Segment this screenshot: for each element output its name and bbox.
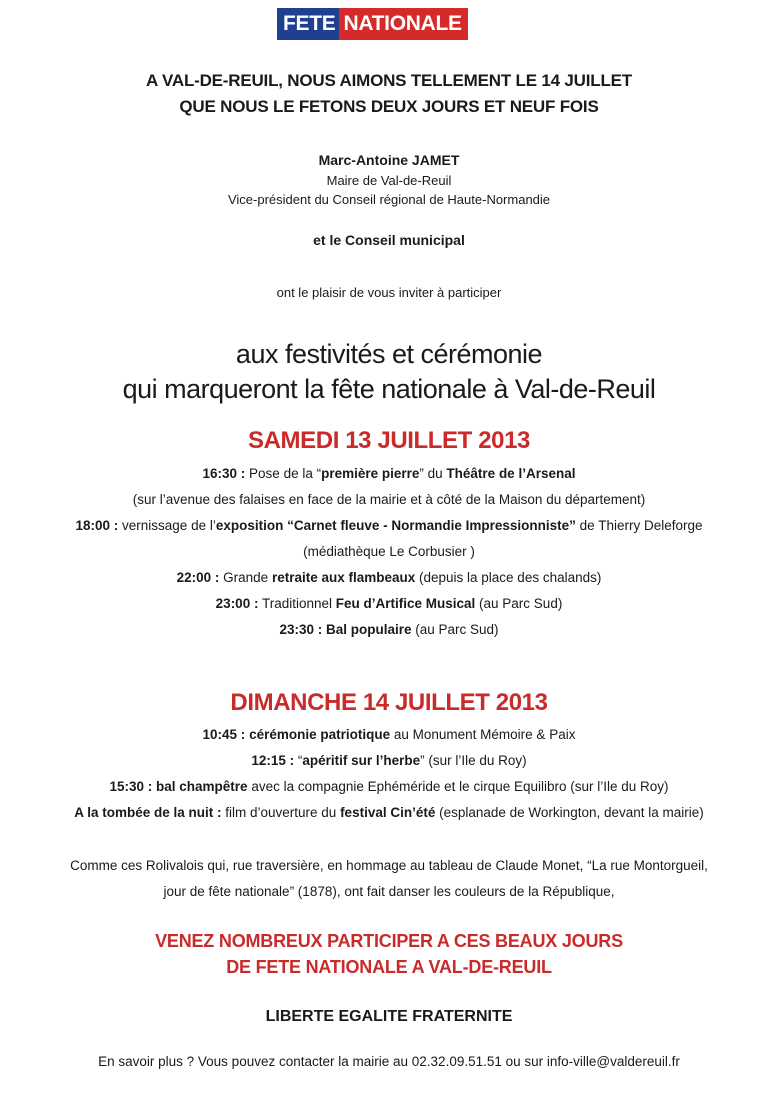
mayor-role-1: Maire de Val-de-Reuil [326,173,452,188]
event-highlight: retraite aux flambeaux [271,570,416,585]
event-line [0,617,778,643]
event-line [0,513,778,539]
call-to-action [0,928,778,980]
headline-line-1: aux festivités et cérémonie [235,339,543,369]
event-note: (sur l’avenue des falaises en face de la mairie et à côté de la Maison du département) [132,492,646,507]
headline [0,337,778,407]
event-text: (au Parc Sud) [475,596,563,611]
monet-line-1: Comme ces Rolivalois qui, rue traversière, en hommage au tableau de Claude Monet, “La rue Montorgueil, [70,858,708,873]
event-highlight: Feu d’Artifice Musical [335,596,476,611]
event-highlight: Théâtre de l’Arsenal [446,466,576,481]
contact-line: En savoir plus ? Vous pouvez contacter la mairie au 02.32.09.51.51 ou sur info-ville@valdereuil.fr [98,1054,680,1069]
event-time: 18:00 : [75,518,119,533]
event-text: ” (sur l’Ile du Roy) [420,753,527,768]
event-highlight: Bal populaire [325,622,412,637]
event-text: Traditionnel [258,596,336,611]
event-line [0,800,778,826]
monet-paragraph [0,853,778,905]
event-text: film d’ouverture du [221,805,341,820]
event-text: ” du [419,466,447,481]
event-text: (depuis la place des chalands) [415,570,602,585]
event-note: (médiathèque Le Corbusier ) [303,544,475,559]
event-text: de Thierry Deleforge [575,518,703,533]
call-line-2: DE FETE NATIONALE A VAL-DE-REUIL [226,957,552,977]
event-line [0,565,778,591]
event-text: (au Parc Sud) [411,622,499,637]
logo-part-fete: FETE [277,8,339,40]
event-text: Grande [219,570,272,585]
event-text: (esplanade de Workington, devant la mairie) [435,805,704,820]
saturday-title: SAMEDI 13 JUILLET 2013 [248,427,530,454]
event-text: Pose de la “ [245,466,322,481]
event-text: avec la compagnie Ephéméride et le cirque Equilibro (sur l’Ile du Roy) [247,779,669,794]
event-time: A la tombée de la nuit : [74,805,222,820]
event-highlight: première pierre [321,466,420,481]
event-line [0,461,778,487]
motto: LIBERTE EGALITE FRATERNITE [265,1008,513,1025]
mayor-name: Marc-Antoine JAMET [318,152,460,168]
tagline [0,68,778,120]
event-highlight: apéritif sur l’herbe [302,753,421,768]
event-time: 10:45 : [202,727,246,742]
tagline-line-2: QUE NOUS LE FETONS DEUX JOURS ET NEUF FOIS [179,97,599,116]
event-highlight: exposition “Carnet fleuve - Normandie Impressionniste” [215,518,576,533]
event-time: 12:15 : [251,753,295,768]
call-line-1: VENEZ NOMBREUX PARTICIPER A CES BEAUX JOURS [155,931,623,951]
event-highlight: bal champêtre [156,779,248,794]
event-line [0,748,778,774]
monet-line-2: jour de fête nationale” (1878), ont fait danser les couleurs de la République, [163,884,615,899]
event-time: 23:30 : [279,622,323,637]
event-time: 15:30 : [109,779,153,794]
sunday-events [0,722,778,826]
council-line: et le Conseil municipal [313,232,465,248]
saturday-events [0,461,778,643]
mayor-block [0,149,778,209]
event-time: 23:00 : [215,596,259,611]
event-text: “ [294,753,303,768]
invite-line: ont le plaisir de vous inviter à participer [276,285,502,300]
mayor-role-2: Vice-président du Conseil régional de Haute-Normandie [227,192,551,207]
event-line [0,722,778,748]
event-time: 16:30 : [202,466,246,481]
event-time: 22:00 : [176,570,220,585]
logo-part-nationale: NATIONALE [339,8,467,40]
event-line [0,774,778,800]
fete-nationale-logo [277,8,468,40]
event-highlight: cérémonie patriotique [249,727,391,742]
event-line [0,591,778,617]
event-text: au Monument Mémoire & Paix [390,727,576,742]
tagline-line-1: A VAL-DE-REUIL, NOUS AIMONS TELLEMENT LE 14 JUILLET [146,71,632,90]
sunday-title: DIMANCHE 14 JUILLET 2013 [230,689,548,716]
event-text: vernissage de l’ [118,518,216,533]
event-highlight: festival Cin’été [340,805,436,820]
headline-line-2: qui marqueront la fête nationale à Val-de-Reuil [122,374,656,404]
